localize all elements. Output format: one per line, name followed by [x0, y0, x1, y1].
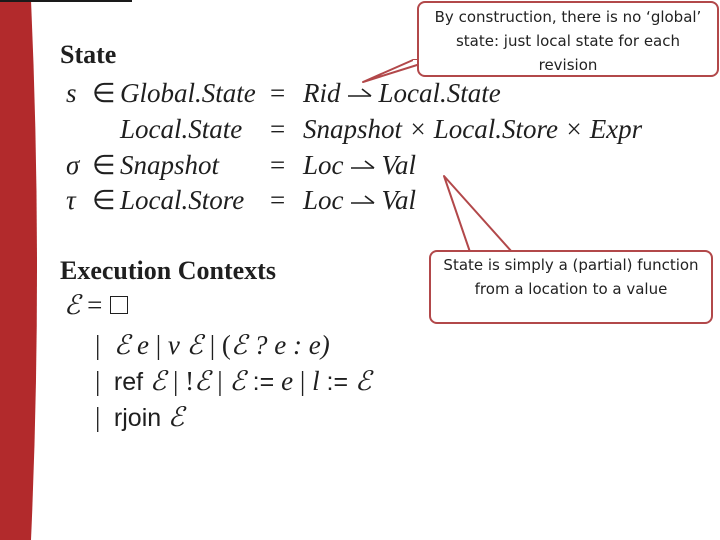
state-row-1: [0, 78, 700, 112]
conditional-tail: ? e : e): [247, 330, 330, 360]
context-symbol: ℰ: [167, 402, 185, 433]
context-symbol: ℰ: [186, 330, 203, 361]
equals-symbol: =: [270, 150, 286, 180]
var-sigma: σ: [66, 150, 80, 180]
expr-e: e: [130, 330, 156, 360]
rjoin-keyword: rjoin: [113, 404, 162, 432]
state-row-2: [0, 114, 700, 148]
row-4-definition: [303, 185, 416, 216]
top-rule: [0, 0, 132, 2]
context-line-3: [95, 366, 371, 397]
state-row-4: [0, 185, 700, 219]
local-state: Local.State: [378, 78, 501, 108]
context-symbol: ℰ: [229, 366, 246, 397]
context-line-2: [95, 330, 330, 361]
member-symbol: ∈: [92, 150, 116, 180]
state-row-3: [0, 150, 700, 184]
val: Val: [381, 185, 417, 215]
alt-paren: | (: [203, 330, 231, 360]
context-symbol: ℰ: [230, 330, 248, 361]
context-symbol: ℰ: [194, 366, 211, 397]
right-callout-tail: [440, 172, 520, 254]
context-symbol: ℰ: [64, 290, 81, 321]
ref-keyword: ref: [113, 368, 144, 396]
right-callout: State is simply a (partial) function from a location to a value: [429, 250, 713, 324]
loc: Loc: [303, 185, 344, 215]
context-symbol: ℰ: [149, 366, 167, 397]
val: Val: [381, 150, 417, 180]
context-line-1: [64, 290, 128, 321]
loc: Loc: [303, 150, 344, 180]
hole-box-icon: [110, 296, 128, 314]
state-heading: State: [60, 40, 117, 69]
equals-symbol: =: [270, 185, 286, 215]
set-local-state: Local.State: [120, 114, 243, 144]
partial-function-arrow-icon: [350, 157, 376, 171]
location-l: l: [312, 366, 320, 396]
alt-bar: |: [155, 330, 162, 360]
context-symbol: ℰ: [113, 330, 131, 361]
contexts-heading: Execution Contexts: [60, 256, 276, 285]
set-snapshot: Snapshot: [120, 150, 220, 180]
alt-bar: |: [95, 330, 101, 360]
set-local-store: Local.Store: [120, 185, 245, 215]
assign-op: :=: [319, 368, 356, 396]
expr-e: e: [281, 366, 294, 396]
alt-bar: |: [210, 366, 230, 396]
var-s: s: [66, 78, 77, 108]
top-callout: By construction, there is no ‘global’ state: just local state for each revision: [417, 1, 719, 77]
value-v: v: [161, 330, 187, 360]
row-3-definition: [303, 150, 416, 181]
deref-op: | !: [166, 366, 195, 396]
equals-symbol: =: [270, 78, 286, 108]
assign-op: :=: [245, 368, 282, 396]
var-tau: τ: [66, 185, 76, 215]
member-symbol: ∈: [92, 78, 116, 108]
context-symbol: ℰ: [355, 366, 372, 397]
set-global-state: Global.State: [120, 78, 256, 108]
member-symbol: ∈: [92, 185, 116, 215]
context-line-4: [95, 402, 184, 433]
alt-bar: |: [95, 366, 101, 396]
rid: Rid: [303, 78, 341, 108]
local-state-definition: Snapshot × Local.Store × Expr: [303, 114, 643, 144]
equals-symbol: =: [270, 114, 286, 144]
partial-function-arrow-icon: [350, 192, 376, 206]
equals-symbol: =: [87, 290, 103, 320]
alt-bar: |: [293, 366, 313, 396]
alt-bar: |: [95, 402, 101, 432]
